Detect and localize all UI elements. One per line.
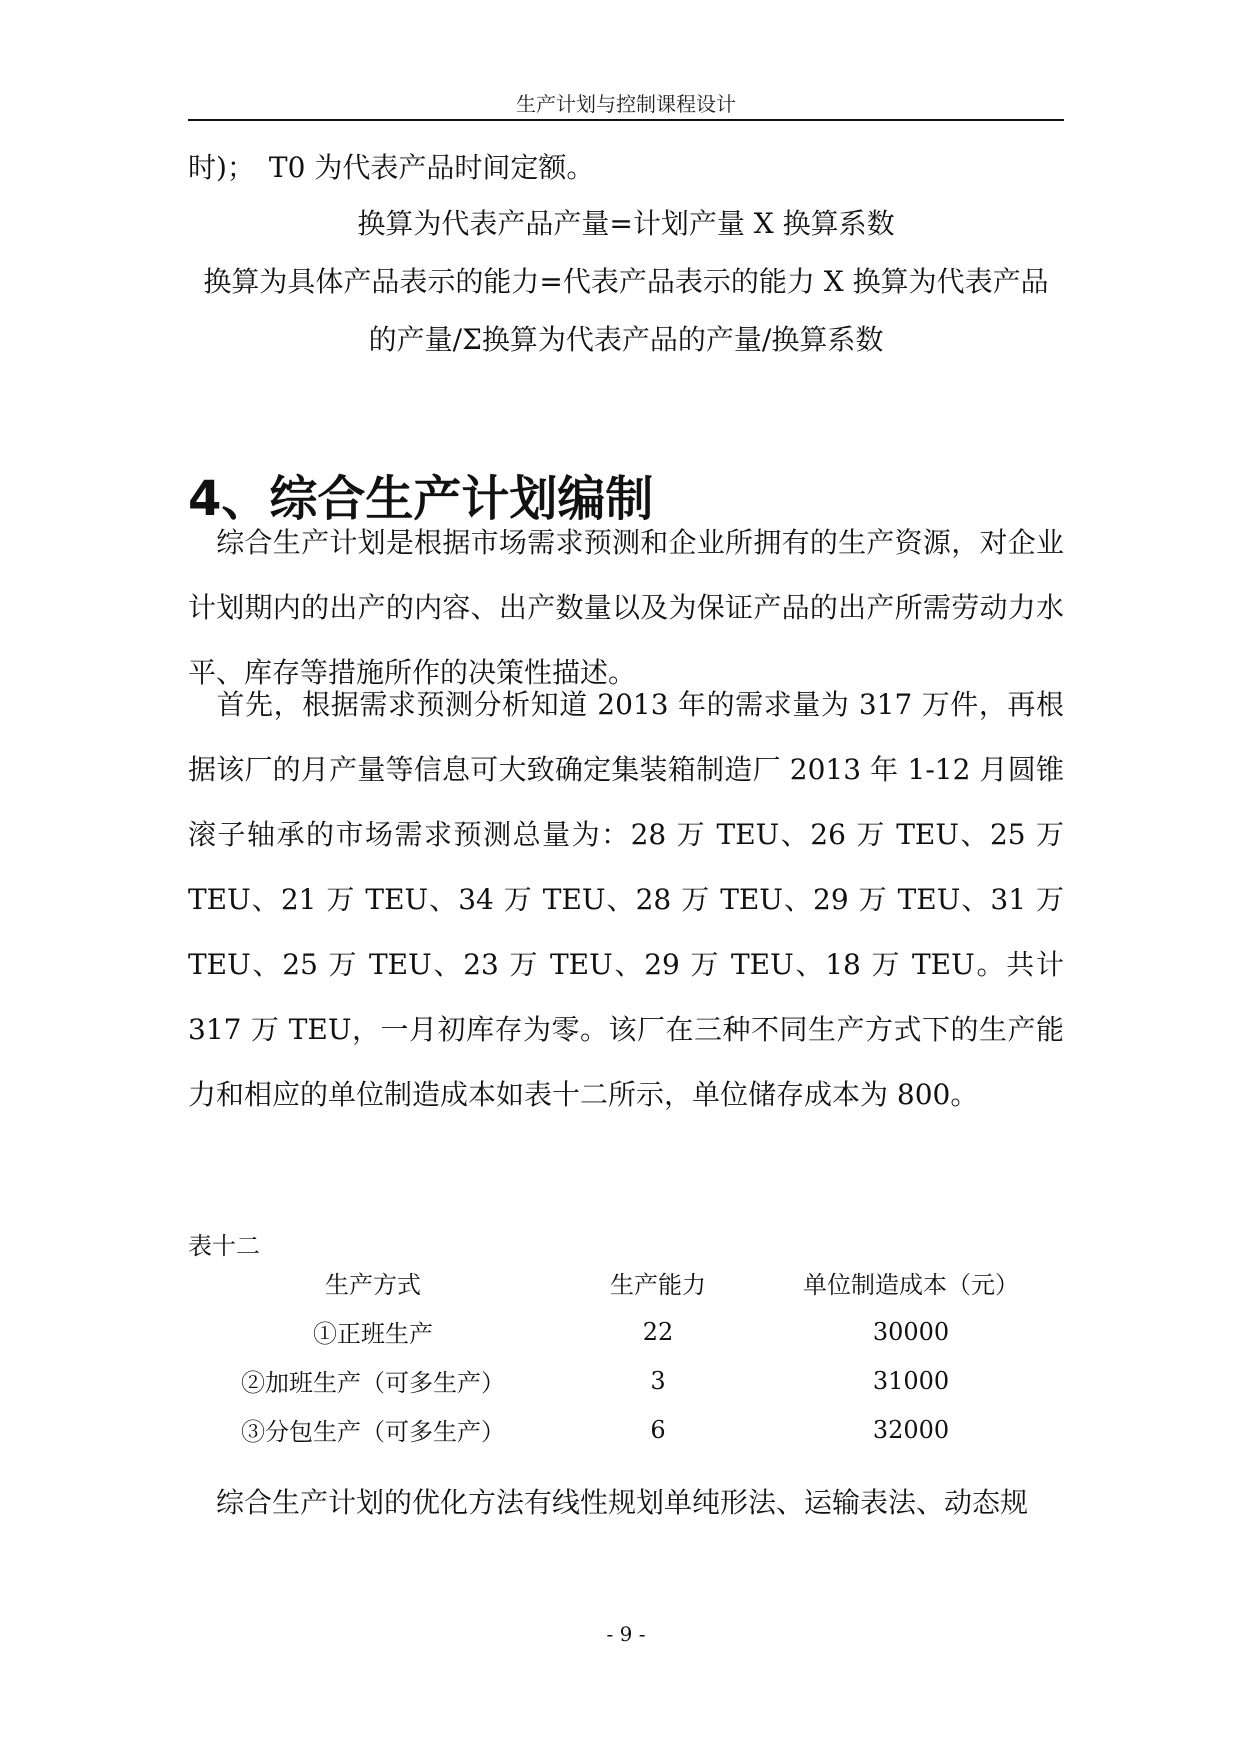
production-table (188, 1258, 1064, 1454)
table-row (188, 1405, 1064, 1454)
table-cell: ③分包生产（可多生产） (241, 1418, 505, 1446)
table-cell: ①正班生产 (313, 1320, 433, 1348)
table-header-row (188, 1258, 1064, 1307)
column-header: 单位制造成本（元） (803, 1271, 1019, 1299)
paragraph-2: 首先，根据需求预测分析知道 2013 年的需求量为 317 万件，再根据该厂的月产量等信息可大致确定集装箱制造厂 2013 年 1-12 月圆锥滚子轴承的市场需求预测总量为：28 万 TEU、26 万 TEU、25 万 TEU、21 万 TEU、34 万 TEU、28 万 TEU、29 万 TEU、31 万 TEU、25 万 TEU、23 万 TEU、29 万 TEU、18 万 TEU。共计 317 万 TEU，一月初库存为零。该厂在三种不同生产方式下的生产能力和相应的单位制造成本如表十二所示，单位储存成本为 800。 (188, 688, 1064, 1111)
table-row (188, 1356, 1064, 1405)
page-number: - 9 - (606, 1622, 646, 1646)
section-heading: 4、综合生产计划编制 (188, 471, 654, 527)
formula-line-3: 的产量/Σ换算为代表产品的产量/换算系数 (368, 323, 884, 356)
column-header: 生产方式 (325, 1271, 421, 1299)
closing-paragraph: 综合生产计划的优化方法有线性规划单纯形法、运输表法、动态规 (188, 1486, 1029, 1519)
table-cell: 31000 (872, 1366, 950, 1395)
header-rule (188, 119, 1064, 121)
table-cell: 6 (650, 1415, 666, 1444)
column-header: 生产能力 (610, 1271, 706, 1299)
table-cell: 30000 (872, 1317, 950, 1346)
formula-line-1: 换算为代表产品产量=计划产量 X 换算系数 (357, 207, 895, 240)
table-cell: ②加班生产（可多生产） (241, 1369, 505, 1397)
intro-line-1: 时)； T0 为代表产品时间定额。 (188, 151, 595, 184)
table-cell: 22 (642, 1317, 674, 1346)
table-cell: 3 (650, 1366, 666, 1395)
table-caption: 表十二 (188, 1232, 260, 1260)
table-cell: 32000 (872, 1415, 950, 1444)
paragraph-1: 综合生产计划是根据市场需求预测和企业所拥有的生产资源，对企业计划期内的出产的内容、出产数量以及为保证产品的出产所需劳动力水平、库存等措施所作的决策性描述。 (188, 526, 1064, 689)
running-header: 生产计划与控制课程设计 (516, 92, 736, 116)
table-row (188, 1307, 1064, 1356)
formula-line-2: 换算为具体产品表示的能力=代表产品表示的能力 X 换算为代表产品 (203, 265, 1049, 298)
